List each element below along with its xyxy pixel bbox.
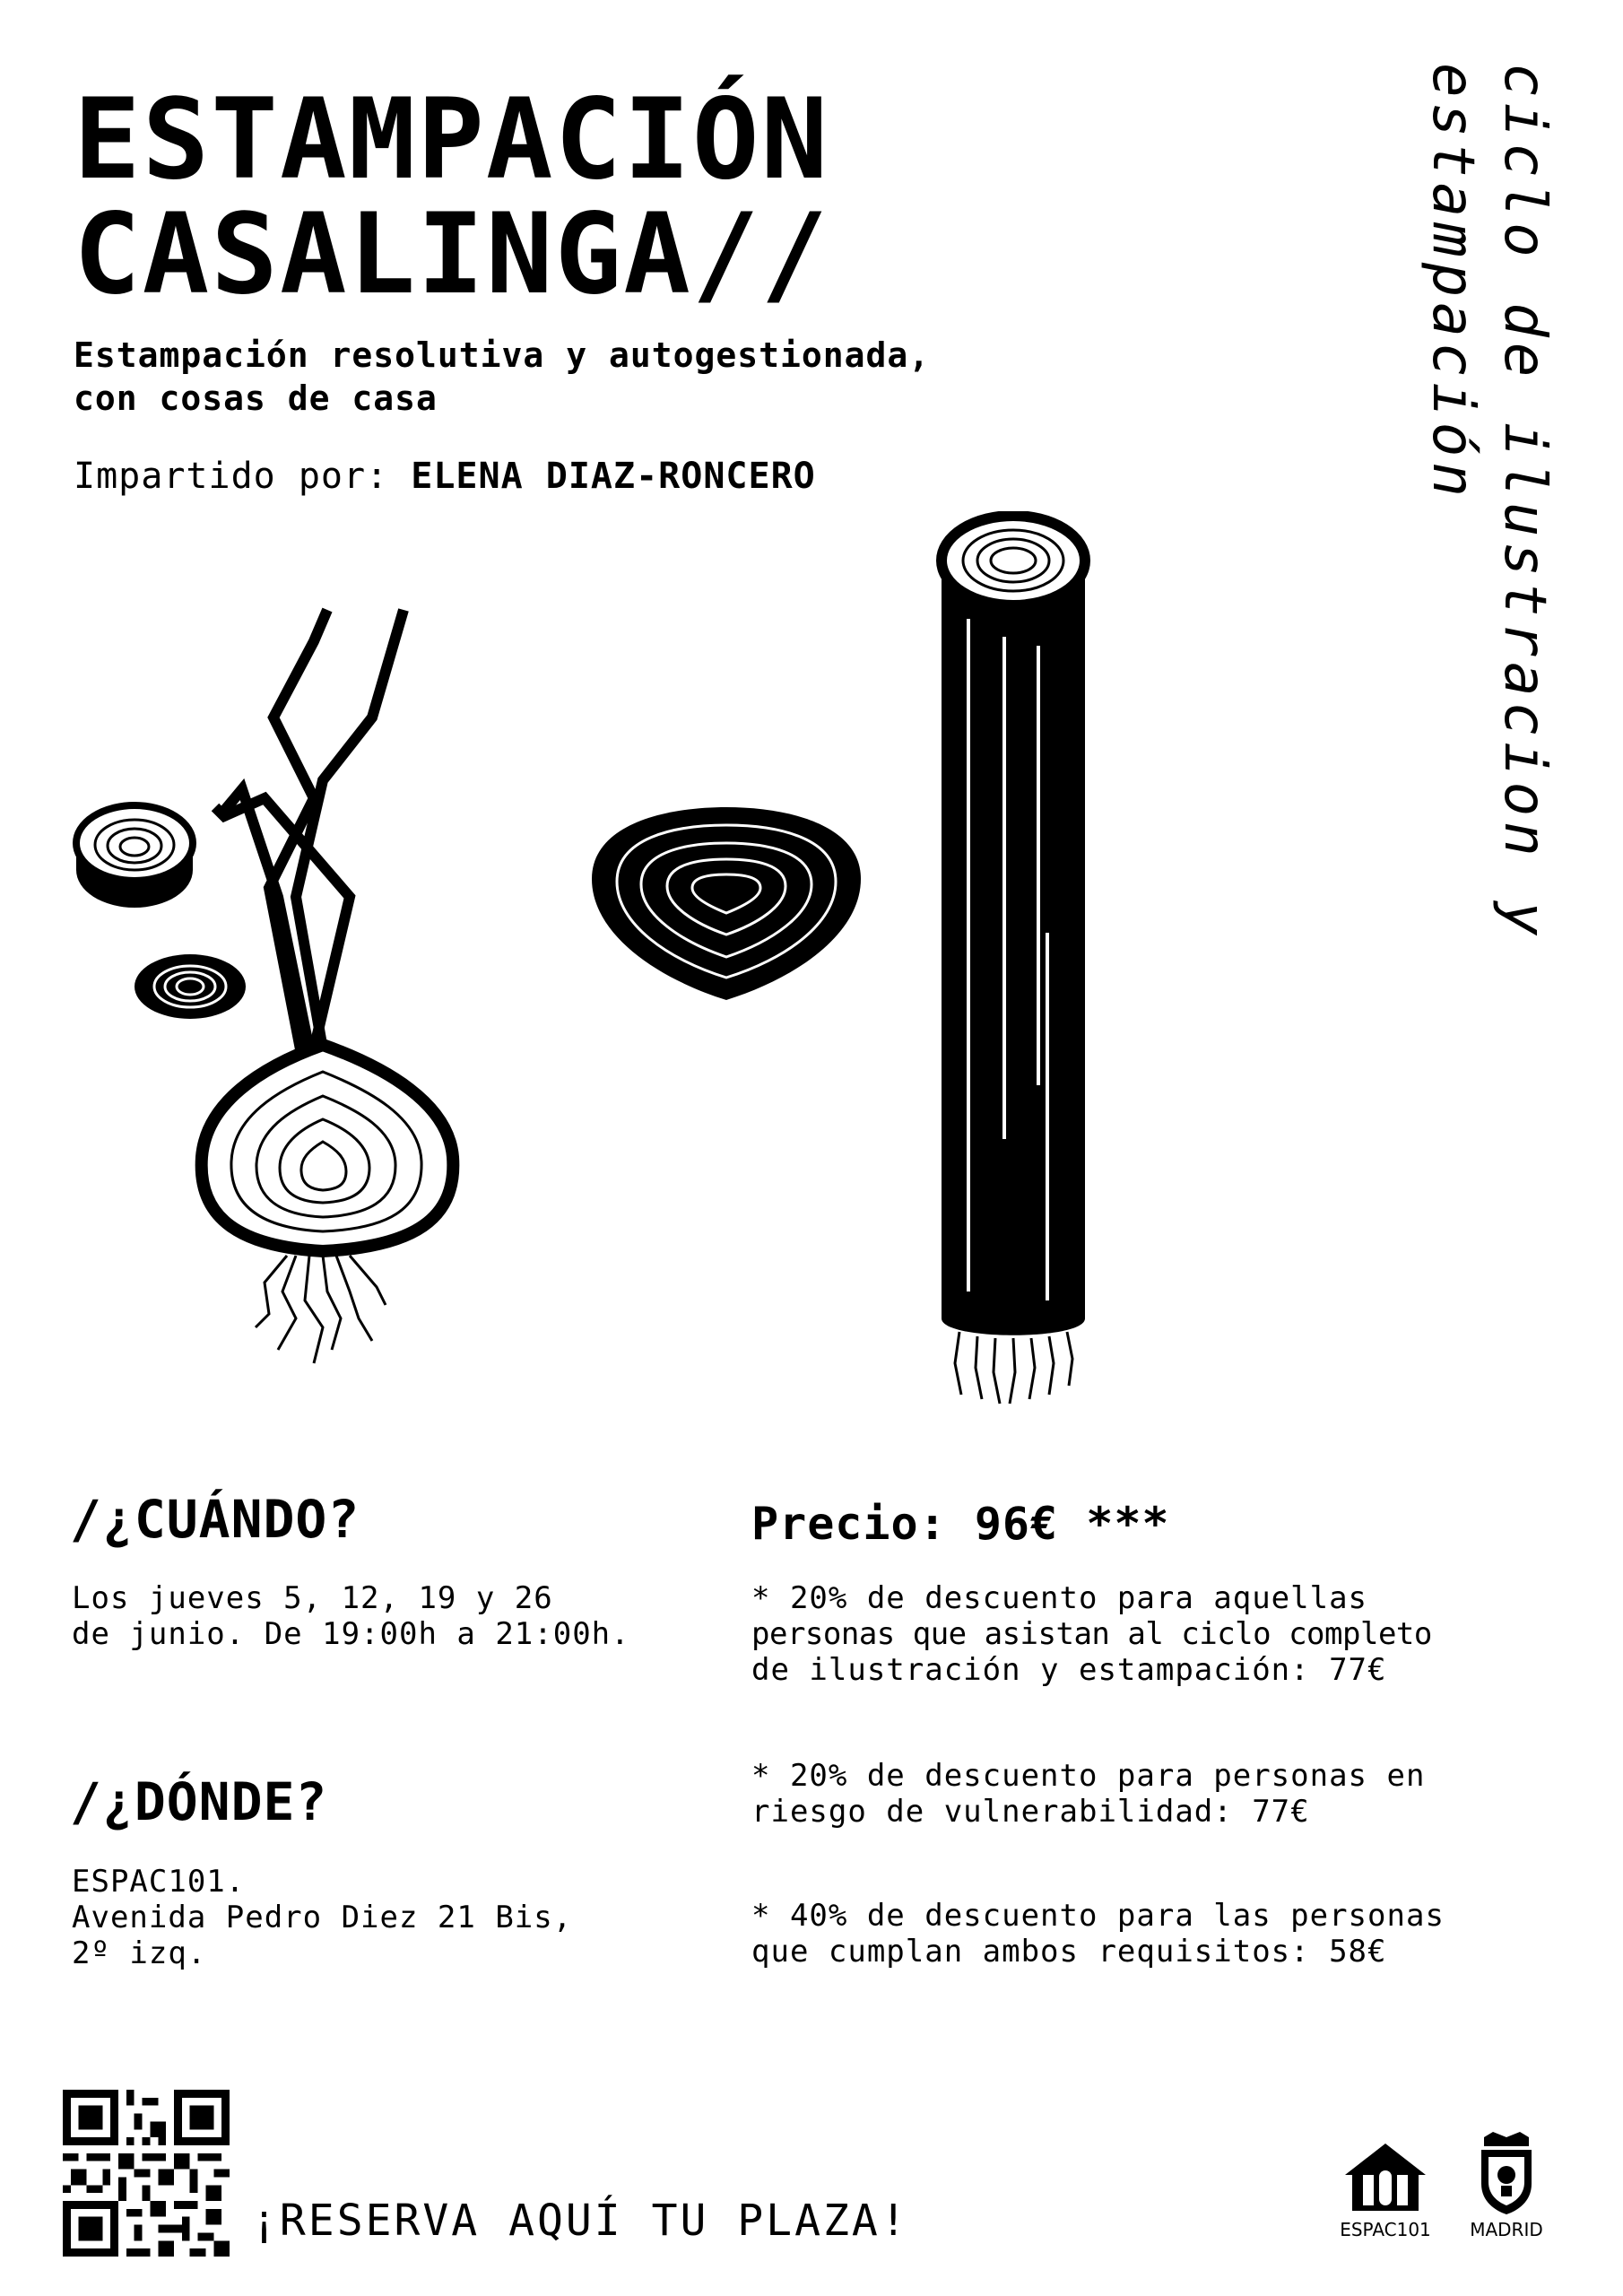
when-line-1: Los jueves 5, 12, 19 y 26 [72,1580,553,1616]
price-heading: Precio: 96€ *** [751,1498,1170,1550]
onion-ring-icon [135,954,246,1019]
teacher-name: ELENA DIAZ-RONCERO [411,456,816,497]
madrid-logo-label: MADRID [1470,2219,1543,2240]
discount-3-line-1: * 40% de descuento para las personas [751,1898,1445,1934]
discount-3 [751,1898,1445,1970]
house-logo-icon [1336,2135,1435,2215]
discount-1-line-2: personas que asistan al ciclo completo [751,1616,1432,1652]
onion-icon [202,1045,454,1251]
where-details [72,1864,572,1971]
discount-1-line-1: * 20% de descuento para aquellas [751,1580,1368,1616]
title-line-1: ESTAMPACIÓN [74,75,830,204]
discount-2 [751,1758,1425,1830]
poster-subtitle [74,334,930,420]
discount-1-line-3: de ilustración y estampación: 77€ [751,1652,1387,1688]
when-heading: /¿CUÁNDO? [70,1489,360,1550]
where-line-1: ESPAC101. [72,1864,246,1900]
leek-roots-icon [955,1332,1072,1404]
reserve-link[interactable]: ¡RESERVA AQUÍ TU PLAZA! [251,2196,909,2246]
espacio-logo [1336,2135,1435,2251]
onion-roots-icon [256,1256,386,1363]
poster-title [74,75,830,319]
leek-icon [942,516,1085,1335]
subtitle-line-1: Estampación resolutiva y autogestionada, [74,335,931,375]
title-line-2: CASALINGA// [74,190,830,319]
where-line-2: Avenida Pedro Diez 21 Bis, [72,1900,573,1935]
discount-3-line-2: que cumplan ambos requisitos: 58€ [751,1934,1387,1970]
subtitle-line-2: con cosas de casa [74,378,438,418]
qr-code-icon[interactable] [63,2090,230,2257]
where-heading: /¿DÓNDE? [70,1771,328,1832]
madrid-crest-icon [1462,2130,1551,2215]
discount-2-line-2: riesgo de vulnerabilidad: 77€ [751,1794,1310,1830]
discount-1 [751,1580,1432,1688]
espacio-logo-label: ESPAC101 [1340,2219,1431,2240]
teacher-credit [74,456,816,497]
teacher-prefix: Impartido por: [74,456,389,497]
discount-2-line-1: * 20% de descuento para personas en [751,1758,1426,1794]
onion-half-icon [592,807,861,1000]
series-vertical-text: ciclo de ilustracion y estampación [1419,63,1558,942]
madrid-logo [1462,2130,1551,2256]
when-details [72,1580,630,1652]
where-line-3: 2º izq. [72,1935,207,1971]
onion-slice-icon [76,805,193,908]
when-line-2: de junio. De 19:00h a 21:00h. [72,1616,630,1652]
vegetables-illustration [54,511,1130,1426]
